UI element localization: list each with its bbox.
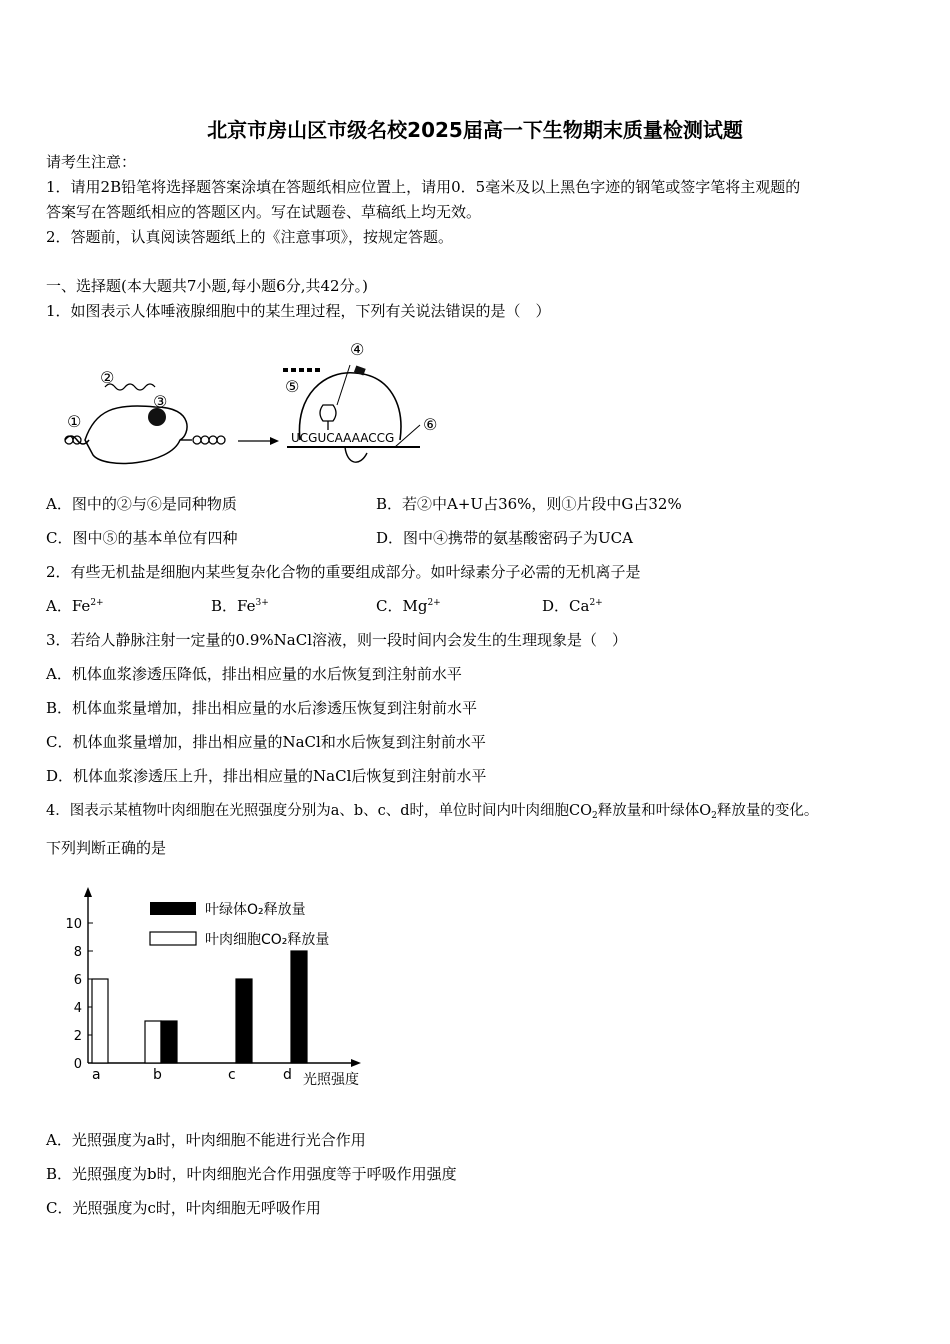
q1-label-5: ⑤ [285,377,300,396]
y-tick-label: 2 [73,1029,82,1044]
q1-option-a[interactable]: A．图中的②与⑥是同种物质 [46,495,237,513]
notice-line-1b: 答案写在答题纸相应的答题区内。写在试题卷、草稿纸上均无效。 [46,203,482,221]
x-tick-label-b: b [153,1067,162,1083]
q1-label-1: ① [67,412,82,431]
q3-option-c[interactable]: C．机体血浆量增加，排出相应量的NaCl和水后恢复到注射前水平 [46,733,486,751]
q1-label-4: ④ [350,340,365,359]
q4-stem-line-2: 下列判断正确的是 [46,839,167,857]
bar-b-o2 [161,1021,177,1063]
q3-option-a[interactable]: A．机体血浆渗透压降低，排出相应量的水后恢复到注射前水平 [46,665,462,683]
notice-line-1: 1．请用2B铅笔将选择题答案涂填在答题纸相应位置上，请用0．5毫米及以上黑色字迹的钢笔或签字笔将主观题的 [46,178,801,196]
x-tick-label-d: d [283,1067,292,1083]
q1-label-2: ② [100,368,115,387]
q1-stem: 1．如图表示人体唾液腺细胞中的某生理过程，下列有关说法错误的是（ ） [46,302,551,320]
x-tick-label-c: c [228,1067,236,1083]
y-axis-arrow [84,887,92,897]
q4-option-b[interactable]: B．光照强度为b时，叶肉细胞光合作用强度等于呼吸作用强度 [46,1165,457,1183]
q3-option-b[interactable]: B．机体血浆量增加，排出相应量的水后渗透压恢复到注射前水平 [46,699,478,717]
page-title: 北京市房山区市级名校2025届高一下生物期末质量检测试题 [207,118,743,142]
y-tick-label: 0 [73,1057,82,1072]
y-tick-label: 8 [73,945,82,960]
notice-heading: 请考生注意： [46,153,137,171]
q1-option-b[interactable]: B．若②中A+U占36%，则①片段中G占32% [376,495,682,513]
q3-option-d[interactable]: D．机体血浆渗透压上升，排出相应量的NaCl后恢复到注射前水平 [46,767,487,785]
q3-stem: 3．若给人静脉注射一定量的0.9%NaCl溶液，则一段时间内会发生的生理现象是（ ） [46,631,627,649]
legend-swatch-co2 [150,932,196,945]
bar-a-co2 [92,979,108,1063]
y-tick-label: 4 [73,1001,82,1016]
y-tick-label: 10 [65,917,82,932]
q4-option-c[interactable]: C．光照强度为c时，叶肉细胞无呼吸作用 [46,1199,321,1217]
legend-label-co2: 叶肉细胞CO₂释放量 [205,932,330,948]
q2-option-c[interactable]: C．$Mg^{2+}$ [376,597,441,615]
q1-label-6: ⑥ [423,415,438,434]
q4-bar-chart [55,885,395,1095]
y-tick-label: 6 [73,973,82,988]
bar-b-co2 [145,1021,161,1063]
q1-option-d[interactable]: D．图中④携带的氨基酸密码子为UCA [376,529,633,547]
q4-option-a[interactable]: A．光照强度为a时，叶肉细胞不能进行光合作用 [46,1131,366,1149]
section-heading: 一、选择题(本大题共7小题,每小题6分,共42分。) [46,277,368,295]
q2-option-b[interactable]: B．$Fe^{3+}$ [211,597,269,615]
bar-d-o2 [291,951,307,1063]
q2-stem: 2．有些无机盐是细胞内某些复杂化合物的重要组成部分。如叶绿素分子必需的无机离子是 [46,563,641,581]
q1-option-c[interactable]: C．图中⑤的基本单位有四种 [46,529,238,547]
q1-translation-figure [55,335,455,475]
notice-line-2: 2．答题前，认真阅读答题纸上的《注意事项》，按规定答题。 [46,228,454,246]
x-axis-label: 光照强度 [303,1072,359,1088]
q1-sequence: UCGUCAAAACCG [291,431,395,445]
x-tick-label-a: a [92,1067,101,1083]
q4-stem: 4．图表示某植物叶肉细胞在光照强度分别为a、b、c、d时，单位时间内叶肉细胞$CO_2$释放量和叶绿体$O_2$释放量的变化。 [46,803,819,821]
legend-label-o2: 叶绿体O₂释放量 [205,902,306,918]
bar-c-o2 [236,979,252,1063]
q2-option-a[interactable]: A．$Fe^{2+}$ [46,597,104,615]
q1-label-3: ③ [153,392,168,411]
q2-option-d[interactable]: D．$Ca^{2+}$ [542,597,603,615]
legend-swatch-o2 [150,902,196,915]
x-axis-arrow [351,1059,361,1067]
